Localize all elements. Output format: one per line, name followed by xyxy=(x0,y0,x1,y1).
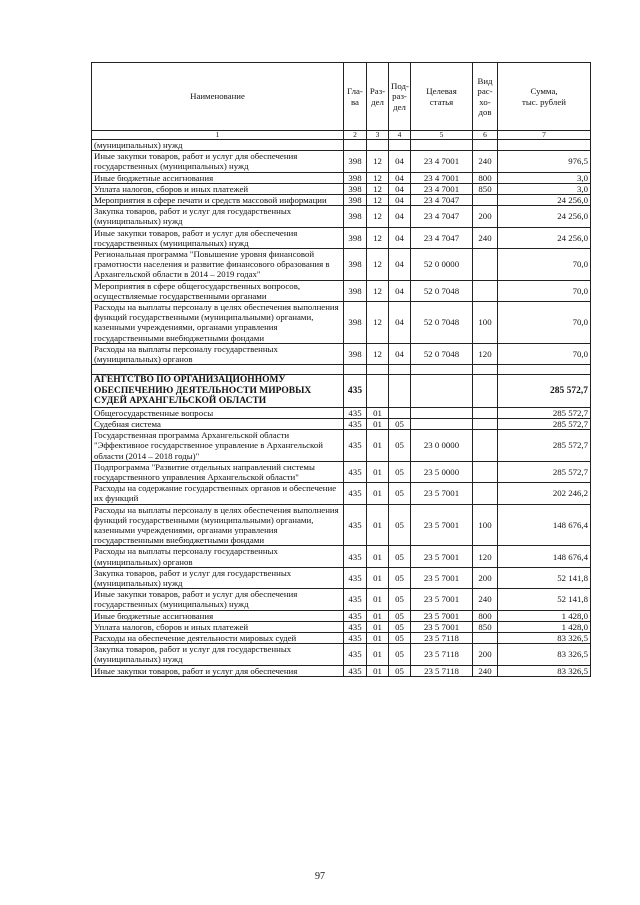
name-cell: Государственная программа Архангельской области "Эффективное государственное управление в Архангельской области (2014 – 2018 годы)" xyxy=(92,430,344,462)
razdel-cell: 01 xyxy=(367,483,389,504)
sum-cell: 148 676,4 xyxy=(498,504,591,546)
sum-cell: 70,0 xyxy=(498,343,591,364)
sum-cell: 70,0 xyxy=(498,302,591,344)
vid-cell xyxy=(473,418,498,429)
statya-cell: 23 5 7001 xyxy=(411,589,473,610)
statya-cell: 52 0 7048 xyxy=(411,302,473,344)
sum-cell: 976,5 xyxy=(498,151,591,172)
table-row xyxy=(92,644,591,665)
glava-cell: 435 xyxy=(344,407,367,418)
razdel-cell: 12 xyxy=(367,227,389,248)
vid-cell xyxy=(473,140,498,151)
empty-cell xyxy=(367,365,389,375)
statya-cell: 23 5 7001 xyxy=(411,546,473,567)
glava-cell: 435 xyxy=(344,567,367,588)
vid-cell: 100 xyxy=(473,302,498,344)
sum-cell: 52 141,8 xyxy=(498,567,591,588)
statya-cell: 52 0 0000 xyxy=(411,249,473,281)
glava-cell: 435 xyxy=(344,644,367,665)
sum-cell: 3,0 xyxy=(498,183,591,194)
name-cell: Расходы на выплаты персоналу государственных (муниципальных) органов xyxy=(92,546,344,567)
razdel-cell: 12 xyxy=(367,249,389,281)
podrazdel-cell: 05 xyxy=(389,461,411,482)
podrazdel-cell: 04 xyxy=(389,206,411,227)
vid-cell: 240 xyxy=(473,589,498,610)
table-row xyxy=(92,183,591,194)
empty-cell xyxy=(473,365,498,375)
vid-cell: 800 xyxy=(473,172,498,183)
name-cell: Расходы на выплаты персоналу в целях обеспечения выполнения функций государственными (муниципальными) органами, казенными учреждениями, органами управления государственными внебюджетными фондами xyxy=(92,504,344,546)
statya-cell: 23 4 7047 xyxy=(411,206,473,227)
table-row xyxy=(92,195,591,206)
razdel-cell: 12 xyxy=(367,302,389,344)
glava-cell: 435 xyxy=(344,610,367,621)
sum-cell: 148 676,4 xyxy=(498,546,591,567)
sum-cell: 3,0 xyxy=(498,172,591,183)
razdel-cell xyxy=(367,140,389,151)
podrazdel-cell: 05 xyxy=(389,665,411,676)
vid-cell xyxy=(473,375,498,408)
podrazdel-cell: 05 xyxy=(389,633,411,644)
razdel-cell: 12 xyxy=(367,183,389,194)
name-cell: Уплата налогов, сборов и иных платежей xyxy=(92,183,344,194)
podrazdel-cell: 04 xyxy=(389,183,411,194)
name-cell: Общегосударственные вопросы xyxy=(92,407,344,418)
podrazdel-cell xyxy=(389,140,411,151)
podrazdel-cell: 04 xyxy=(389,227,411,248)
empty-cell xyxy=(389,365,411,375)
header-glava: Гла- ва xyxy=(344,63,367,131)
name-cell: Подпрограмма "Развитие отдельных направлений системы государственного управления Архангельской области" xyxy=(92,461,344,482)
glava-cell: 398 xyxy=(344,302,367,344)
empty-cell xyxy=(411,365,473,375)
vid-cell xyxy=(473,280,498,301)
podrazdel-cell: 05 xyxy=(389,546,411,567)
razdel-cell: 12 xyxy=(367,343,389,364)
statya-cell xyxy=(411,418,473,429)
budget-table xyxy=(91,62,591,677)
sum-cell: 83 326,5 xyxy=(498,644,591,665)
statya-cell: 23 5 7118 xyxy=(411,665,473,676)
vid-cell: 240 xyxy=(473,151,498,172)
razdel-cell: 01 xyxy=(367,418,389,429)
table-row xyxy=(92,610,591,621)
podrazdel-cell: 04 xyxy=(389,249,411,281)
glava-cell: 398 xyxy=(344,151,367,172)
name-cell: Расходы на выплаты персоналу в целях обеспечения выполнения функций государственными (муниципальными) органами, казенными учреждениями, органами управления государственными внебюджетными фондами xyxy=(92,302,344,344)
sum-cell: 83 326,5 xyxy=(498,665,591,676)
name-cell: Судебная система xyxy=(92,418,344,429)
statya-cell: 23 5 7001 xyxy=(411,621,473,632)
empty-cell xyxy=(344,365,367,375)
col-number: 7 xyxy=(498,131,591,140)
glava-cell: 435 xyxy=(344,418,367,429)
vid-cell: 120 xyxy=(473,343,498,364)
razdel-cell: 01 xyxy=(367,621,389,632)
name-cell: Расходы на обеспечение деятельности мировых судей xyxy=(92,633,344,644)
table-row xyxy=(92,589,591,610)
podrazdel-cell: 05 xyxy=(389,418,411,429)
statya-cell: 23 4 7001 xyxy=(411,172,473,183)
statya-cell: 23 5 0000 xyxy=(411,461,473,482)
vid-cell: 100 xyxy=(473,504,498,546)
razdel-cell: 12 xyxy=(367,280,389,301)
header-sum: Сумма, тыс. рублей xyxy=(498,63,591,131)
budget-document xyxy=(91,62,590,677)
sum-cell: 52 141,8 xyxy=(498,589,591,610)
name-cell: Иные закупки товаров, работ и услуг для обеспечения государственных (муниципальных) нужд xyxy=(92,589,344,610)
name-cell: АГЕНТСТВО ПО ОРГАНИЗАЦИОННОМУ ОБЕСПЕЧЕНИЮ ДЕЯТЕЛЬНОСТИ МИРОВЫХ СУДЕЙ АРХАНГЕЛЬСКОЙ ОБЛАСТИ xyxy=(92,375,344,408)
table-row xyxy=(92,418,591,429)
statya-cell xyxy=(411,375,473,408)
podrazdel-cell: 04 xyxy=(389,195,411,206)
vid-cell xyxy=(473,633,498,644)
glava-cell: 398 xyxy=(344,183,367,194)
table-row xyxy=(92,302,591,344)
glava-cell: 398 xyxy=(344,249,367,281)
razdel-cell: 12 xyxy=(367,206,389,227)
glava-cell: 398 xyxy=(344,280,367,301)
page-number: 97 xyxy=(315,871,325,882)
sum-cell: 285 572,7 xyxy=(498,461,591,482)
statya-cell: 23 5 7118 xyxy=(411,633,473,644)
sum-cell: 24 256,0 xyxy=(498,195,591,206)
podrazdel-cell: 05 xyxy=(389,610,411,621)
table-row xyxy=(92,140,591,151)
vid-cell: 120 xyxy=(473,546,498,567)
razdel-cell: 01 xyxy=(367,610,389,621)
name-cell: Закупка товаров, работ и услуг для государственных (муниципальных) нужд xyxy=(92,567,344,588)
sum-cell: 24 256,0 xyxy=(498,227,591,248)
statya-cell: 23 5 7118 xyxy=(411,644,473,665)
table-row xyxy=(92,206,591,227)
vid-cell xyxy=(473,461,498,482)
razdel-cell: 12 xyxy=(367,151,389,172)
vid-cell xyxy=(473,249,498,281)
col-number: 2 xyxy=(344,131,367,140)
name-cell: Мероприятия в сфере печати и средств массовой информации xyxy=(92,195,344,206)
sum-cell: 1 428,0 xyxy=(498,621,591,632)
table-row xyxy=(92,151,591,172)
table-row xyxy=(92,227,591,248)
name-cell: Иные закупки товаров, работ и услуг для обеспечения государственных (муниципальных) нужд xyxy=(92,151,344,172)
name-cell: Мероприятия в сфере общегосударственных вопросов, осуществляемые государственными органами xyxy=(92,280,344,301)
statya-cell xyxy=(411,407,473,418)
header-vid: Вид рас- хо- дов xyxy=(473,63,498,131)
sum-cell: 70,0 xyxy=(498,249,591,281)
statya-cell: 23 4 7047 xyxy=(411,227,473,248)
glava-cell: 398 xyxy=(344,195,367,206)
vid-cell: 850 xyxy=(473,621,498,632)
glava-cell: 435 xyxy=(344,665,367,676)
statya-cell: 52 0 7048 xyxy=(411,280,473,301)
glava-cell: 435 xyxy=(344,504,367,546)
vid-cell xyxy=(473,407,498,418)
col-number: 4 xyxy=(389,131,411,140)
sum-cell: 24 256,0 xyxy=(498,206,591,227)
name-cell: Иные закупки товаров, работ и услуг для обеспечения xyxy=(92,665,344,676)
podrazdel-cell: 04 xyxy=(389,172,411,183)
name-cell: Расходы на выплаты персоналу государственных (муниципальных) органов xyxy=(92,343,344,364)
sum-cell: 70,0 xyxy=(498,280,591,301)
podrazdel-cell: 05 xyxy=(389,589,411,610)
table-row xyxy=(92,430,591,462)
podrazdel-cell: 04 xyxy=(389,302,411,344)
razdel-cell: 01 xyxy=(367,665,389,676)
table-row xyxy=(92,665,591,676)
glava-cell: 435 xyxy=(344,633,367,644)
razdel-cell xyxy=(367,375,389,408)
podrazdel-cell: 05 xyxy=(389,621,411,632)
empty-cell xyxy=(498,365,591,375)
column-number-row xyxy=(92,131,591,140)
glava-cell: 435 xyxy=(344,430,367,462)
name-cell: Расходы на содержание государственных органов и обеспечение их функций xyxy=(92,483,344,504)
spacer-row xyxy=(92,365,591,375)
podrazdel-cell xyxy=(389,375,411,408)
razdel-cell: 01 xyxy=(367,407,389,418)
podrazdel-cell: 05 xyxy=(389,483,411,504)
razdel-cell: 12 xyxy=(367,172,389,183)
statya-cell: 23 4 7047 xyxy=(411,195,473,206)
statya-cell: 23 5 7001 xyxy=(411,567,473,588)
header-name: Наименование xyxy=(92,63,344,131)
col-number: 5 xyxy=(411,131,473,140)
podrazdel-cell: 05 xyxy=(389,644,411,665)
name-cell: Закупка товаров, работ и услуг для государственных (муниципальных) нужд xyxy=(92,206,344,227)
statya-cell: 23 4 7001 xyxy=(411,183,473,194)
glava-cell: 435 xyxy=(344,375,367,408)
statya-cell: 23 4 7001 xyxy=(411,151,473,172)
razdel-cell: 01 xyxy=(367,589,389,610)
sum-cell: 285 572,7 xyxy=(498,407,591,418)
razdel-cell: 01 xyxy=(367,504,389,546)
sum-cell: 202 246,2 xyxy=(498,483,591,504)
table-row xyxy=(92,461,591,482)
podrazdel-cell xyxy=(389,407,411,418)
glava-cell: 435 xyxy=(344,461,367,482)
statya-cell xyxy=(411,140,473,151)
vid-cell: 200 xyxy=(473,644,498,665)
sum-cell: 285 572,7 xyxy=(498,375,591,408)
vid-cell: 850 xyxy=(473,183,498,194)
sum-cell: 83 326,5 xyxy=(498,633,591,644)
header-statya: Целевая статья xyxy=(411,63,473,131)
glava-cell: 398 xyxy=(344,343,367,364)
glava-cell: 435 xyxy=(344,546,367,567)
col-number: 3 xyxy=(367,131,389,140)
vid-cell xyxy=(473,483,498,504)
table-row xyxy=(92,483,591,504)
table-row xyxy=(92,621,591,632)
vid-cell: 200 xyxy=(473,206,498,227)
glava-cell: 398 xyxy=(344,227,367,248)
table-row xyxy=(92,633,591,644)
empty-cell xyxy=(92,365,344,375)
col-number: 6 xyxy=(473,131,498,140)
sum-cell: 285 572,7 xyxy=(498,418,591,429)
razdel-cell: 12 xyxy=(367,195,389,206)
glava-cell: 398 xyxy=(344,206,367,227)
table-row xyxy=(92,407,591,418)
razdel-cell: 01 xyxy=(367,633,389,644)
vid-cell xyxy=(473,195,498,206)
podrazdel-cell: 05 xyxy=(389,430,411,462)
podrazdel-cell: 05 xyxy=(389,567,411,588)
glava-cell: 435 xyxy=(344,483,367,504)
name-cell: Иные бюджетные ассигнования xyxy=(92,172,344,183)
razdel-cell: 01 xyxy=(367,567,389,588)
name-cell: Уплата налогов, сборов и иных платежей xyxy=(92,621,344,632)
vid-cell: 800 xyxy=(473,610,498,621)
podrazdel-cell: 04 xyxy=(389,280,411,301)
vid-cell xyxy=(473,430,498,462)
podrazdel-cell: 05 xyxy=(389,504,411,546)
vid-cell: 240 xyxy=(473,665,498,676)
name-cell: Иные бюджетные ассигнования xyxy=(92,610,344,621)
name-cell: (муниципальных) нужд xyxy=(92,140,344,151)
table-row xyxy=(92,172,591,183)
table-row xyxy=(92,280,591,301)
name-cell: Иные закупки товаров, работ и услуг для обеспечения государственных (муниципальных) нужд xyxy=(92,227,344,248)
header-razdel: Раз- дел xyxy=(367,63,389,131)
razdel-cell: 01 xyxy=(367,461,389,482)
razdel-cell: 01 xyxy=(367,430,389,462)
table-header-row xyxy=(92,63,591,131)
statya-cell: 23 5 7001 xyxy=(411,483,473,504)
sum-cell: 1 428,0 xyxy=(498,610,591,621)
glava-cell: 398 xyxy=(344,172,367,183)
table-row xyxy=(92,567,591,588)
vid-cell: 200 xyxy=(473,567,498,588)
name-cell: Региональная программа "Повышение уровня финансовой грамотности населения и развитие финансового образования в Архангельской области в 2014 – 2019 годах" xyxy=(92,249,344,281)
statya-cell: 23 0 0000 xyxy=(411,430,473,462)
agency-row xyxy=(92,375,591,408)
statya-cell: 23 5 7001 xyxy=(411,504,473,546)
glava-cell xyxy=(344,140,367,151)
col-number: 1 xyxy=(92,131,344,140)
table-row xyxy=(92,249,591,281)
sum-cell: 285 572,7 xyxy=(498,430,591,462)
vid-cell: 240 xyxy=(473,227,498,248)
podrazdel-cell: 04 xyxy=(389,343,411,364)
glava-cell: 435 xyxy=(344,621,367,632)
razdel-cell: 01 xyxy=(367,644,389,665)
table-row xyxy=(92,504,591,546)
header-podrazdel: Под- раз- дел xyxy=(389,63,411,131)
statya-cell: 23 5 7001 xyxy=(411,610,473,621)
sum-cell xyxy=(498,140,591,151)
table-row xyxy=(92,343,591,364)
statya-cell: 52 0 7048 xyxy=(411,343,473,364)
razdel-cell: 01 xyxy=(367,546,389,567)
table-row xyxy=(92,546,591,567)
glava-cell: 435 xyxy=(344,589,367,610)
name-cell: Закупка товаров, работ и услуг для государственных (муниципальных) нужд xyxy=(92,644,344,665)
podrazdel-cell: 04 xyxy=(389,151,411,172)
